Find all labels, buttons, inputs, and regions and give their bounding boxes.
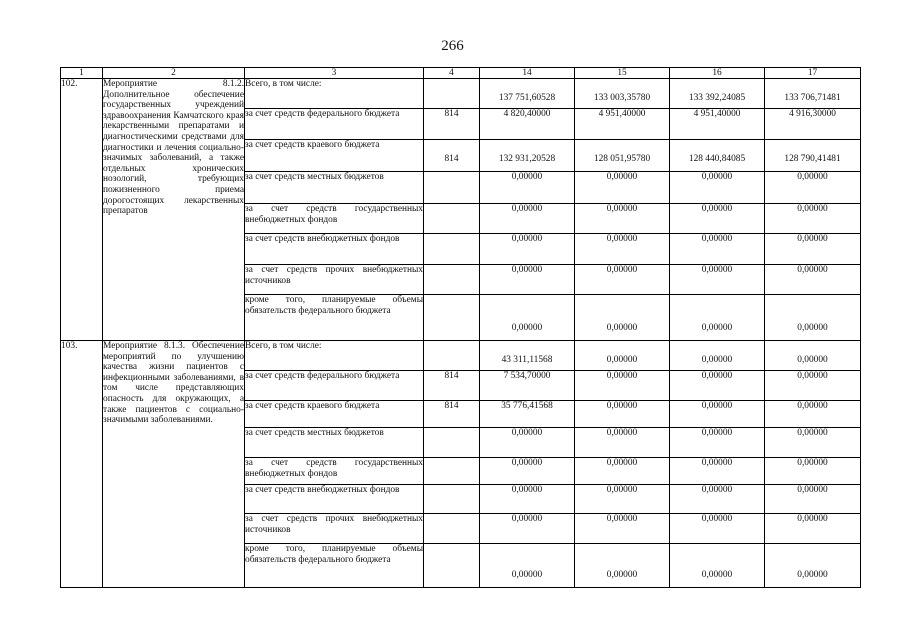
funding-source: за счет средств местных бюджетов: [245, 428, 424, 458]
value-col-15: 0,00000: [575, 401, 670, 428]
budget-table: [60, 67, 861, 588]
value-col-17: 128 790,41481: [765, 140, 861, 172]
value-col-16: 0,00000: [670, 295, 765, 341]
value-col-15: 0,00000: [575, 204, 670, 234]
budget-code: [424, 79, 480, 109]
value-col-16: 0,00000: [670, 265, 765, 295]
value-col-15: 0,00000: [575, 295, 670, 341]
budget-code: [424, 234, 480, 265]
value-col-15: 128 051,95780: [575, 140, 670, 172]
value-col-16: 0,00000: [670, 234, 765, 265]
value-col-17: 0,00000: [765, 544, 861, 588]
value-col-14: 7 534,70000: [480, 371, 575, 401]
value-col-14: 0,00000: [480, 428, 575, 458]
budget-code: [424, 544, 480, 588]
value-col-14: 0,00000: [480, 514, 575, 544]
value-col-17: 0,00000: [765, 341, 861, 371]
funding-source: за счет средств федерального бюджета: [245, 371, 424, 401]
value-col-14: 0,00000: [480, 295, 575, 341]
funding-source: за счет средств внебюджетных фондов: [245, 234, 424, 265]
value-col-15: 0,00000: [575, 485, 670, 514]
value-col-15: 0,00000: [575, 234, 670, 265]
value-col-14: 43 311,11568: [480, 341, 575, 371]
budget-code: [424, 458, 480, 485]
value-col-16: 133 392,24085: [670, 79, 765, 109]
value-col-15: 4 951,40000: [575, 109, 670, 140]
funding-source: за счет средств краевого бюджета: [245, 401, 424, 428]
value-col-15: 133 003,35780: [575, 79, 670, 109]
value-col-14: 35 776,41568: [480, 401, 575, 428]
value-col-14: 132 931,20528: [480, 140, 575, 172]
budget-code: 814: [424, 109, 480, 140]
budget-code: [424, 341, 480, 371]
activity-description: Мероприятие 8.1.2. Дополнительное обеспечение государственных учреждений здравоохранения Камчатского края лекарственными препаратами и диагностическими средствами для диагностики и лечения социально-значимых заболеваний, а также отдельных хронических нозологий, требующих пожизненного приема дорогостоящих лекарственных препаратов: [103, 79, 245, 341]
funding-source: Всего, в том числе:: [245, 79, 424, 109]
value-col-14: 137 751,60528: [480, 79, 575, 109]
budget-code: [424, 295, 480, 341]
column-header: 17: [765, 68, 861, 79]
funding-source: за счет средств государственных внебюджетных фондов: [245, 458, 424, 485]
value-col-17: 0,00000: [765, 204, 861, 234]
column-header: 1: [61, 68, 103, 79]
value-col-14: 0,00000: [480, 485, 575, 514]
table-row: [61, 341, 861, 371]
value-col-16: 0,00000: [670, 204, 765, 234]
activity-number: 102.: [61, 79, 103, 341]
value-col-15: 0,00000: [575, 371, 670, 401]
column-header: 15: [575, 68, 670, 79]
value-col-14: 0,00000: [480, 265, 575, 295]
funding-source: за счет средств государственных внебюджетных фондов: [245, 204, 424, 234]
value-col-15: 0,00000: [575, 544, 670, 588]
value-col-17: 133 706,71481: [765, 79, 861, 109]
funding-source: за счет средств краевого бюджета: [245, 140, 424, 172]
budget-code: [424, 204, 480, 234]
budget-code: [424, 485, 480, 514]
budget-code: [424, 514, 480, 544]
table-row: [61, 79, 861, 109]
value-col-14: 0,00000: [480, 234, 575, 265]
value-col-17: 0,00000: [765, 401, 861, 428]
budget-code: 814: [424, 140, 480, 172]
activity-description: Мероприятие 8.1.3. Обеспечение мероприятий по улучшению качества жизни пациентов с инфекционными заболеваниями, в том числе представляющих опасность для окружающих, а также пациентов с социально-значимыми заболеваниями.: [103, 341, 245, 588]
value-col-16: 0,00000: [670, 544, 765, 588]
value-col-15: 0,00000: [575, 172, 670, 204]
value-col-16: 0,00000: [670, 485, 765, 514]
value-col-17: 0,00000: [765, 172, 861, 204]
value-col-16: 0,00000: [670, 401, 765, 428]
funding-source: за счет средств внебюджетных фондов: [245, 485, 424, 514]
value-col-14: 4 820,40000: [480, 109, 575, 140]
value-col-17: 0,00000: [765, 428, 861, 458]
value-col-14: 0,00000: [480, 204, 575, 234]
value-col-16: 128 440,84085: [670, 140, 765, 172]
value-col-16: 0,00000: [670, 172, 765, 204]
value-col-15: 0,00000: [575, 458, 670, 485]
value-col-15: 0,00000: [575, 341, 670, 371]
column-header: 14: [480, 68, 575, 79]
budget-code: [424, 428, 480, 458]
value-col-16: 4 951,40000: [670, 109, 765, 140]
budget-code: 814: [424, 371, 480, 401]
funding-source: за счет средств прочих внебюджетных источников: [245, 265, 424, 295]
funding-source: за счет средств прочих внебюджетных источников: [245, 514, 424, 544]
value-col-17: 0,00000: [765, 295, 861, 341]
value-col-14: 0,00000: [480, 544, 575, 588]
page-number: 266: [441, 38, 464, 54]
column-header: 4: [424, 68, 480, 79]
value-col-17: 0,00000: [765, 514, 861, 544]
funding-source: за счет средств федерального бюджета: [245, 109, 424, 140]
value-col-15: 0,00000: [575, 514, 670, 544]
value-col-17: 0,00000: [765, 371, 861, 401]
value-col-16: 0,00000: [670, 458, 765, 485]
header-row: [61, 68, 861, 79]
value-col-17: 0,00000: [765, 458, 861, 485]
value-col-14: 0,00000: [480, 172, 575, 204]
value-col-14: 0,00000: [480, 458, 575, 485]
value-col-16: 0,00000: [670, 428, 765, 458]
budget-code: [424, 172, 480, 204]
value-col-17: 0,00000: [765, 265, 861, 295]
column-header: 3: [245, 68, 424, 79]
funding-source: кроме того, планируемые объемы обязательств федерального бюджета: [245, 544, 424, 588]
value-col-17: 0,00000: [765, 234, 861, 265]
activity-number: 103.: [61, 341, 103, 588]
funding-source: за счет средств местных бюджетов: [245, 172, 424, 204]
value-col-17: 4 916,30000: [765, 109, 861, 140]
value-col-16: 0,00000: [670, 514, 765, 544]
value-col-16: 0,00000: [670, 341, 765, 371]
budget-code: 814: [424, 401, 480, 428]
column-header: 16: [670, 68, 765, 79]
value-col-15: 0,00000: [575, 265, 670, 295]
funding-source: Всего, в том числе:: [245, 341, 424, 371]
column-header: 2: [103, 68, 245, 79]
value-col-16: 0,00000: [670, 371, 765, 401]
budget-code: [424, 265, 480, 295]
funding-source: кроме того, планируемые объемы обязательств федерального бюджета: [245, 295, 424, 341]
value-col-15: 0,00000: [575, 428, 670, 458]
value-col-17: 0,00000: [765, 485, 861, 514]
